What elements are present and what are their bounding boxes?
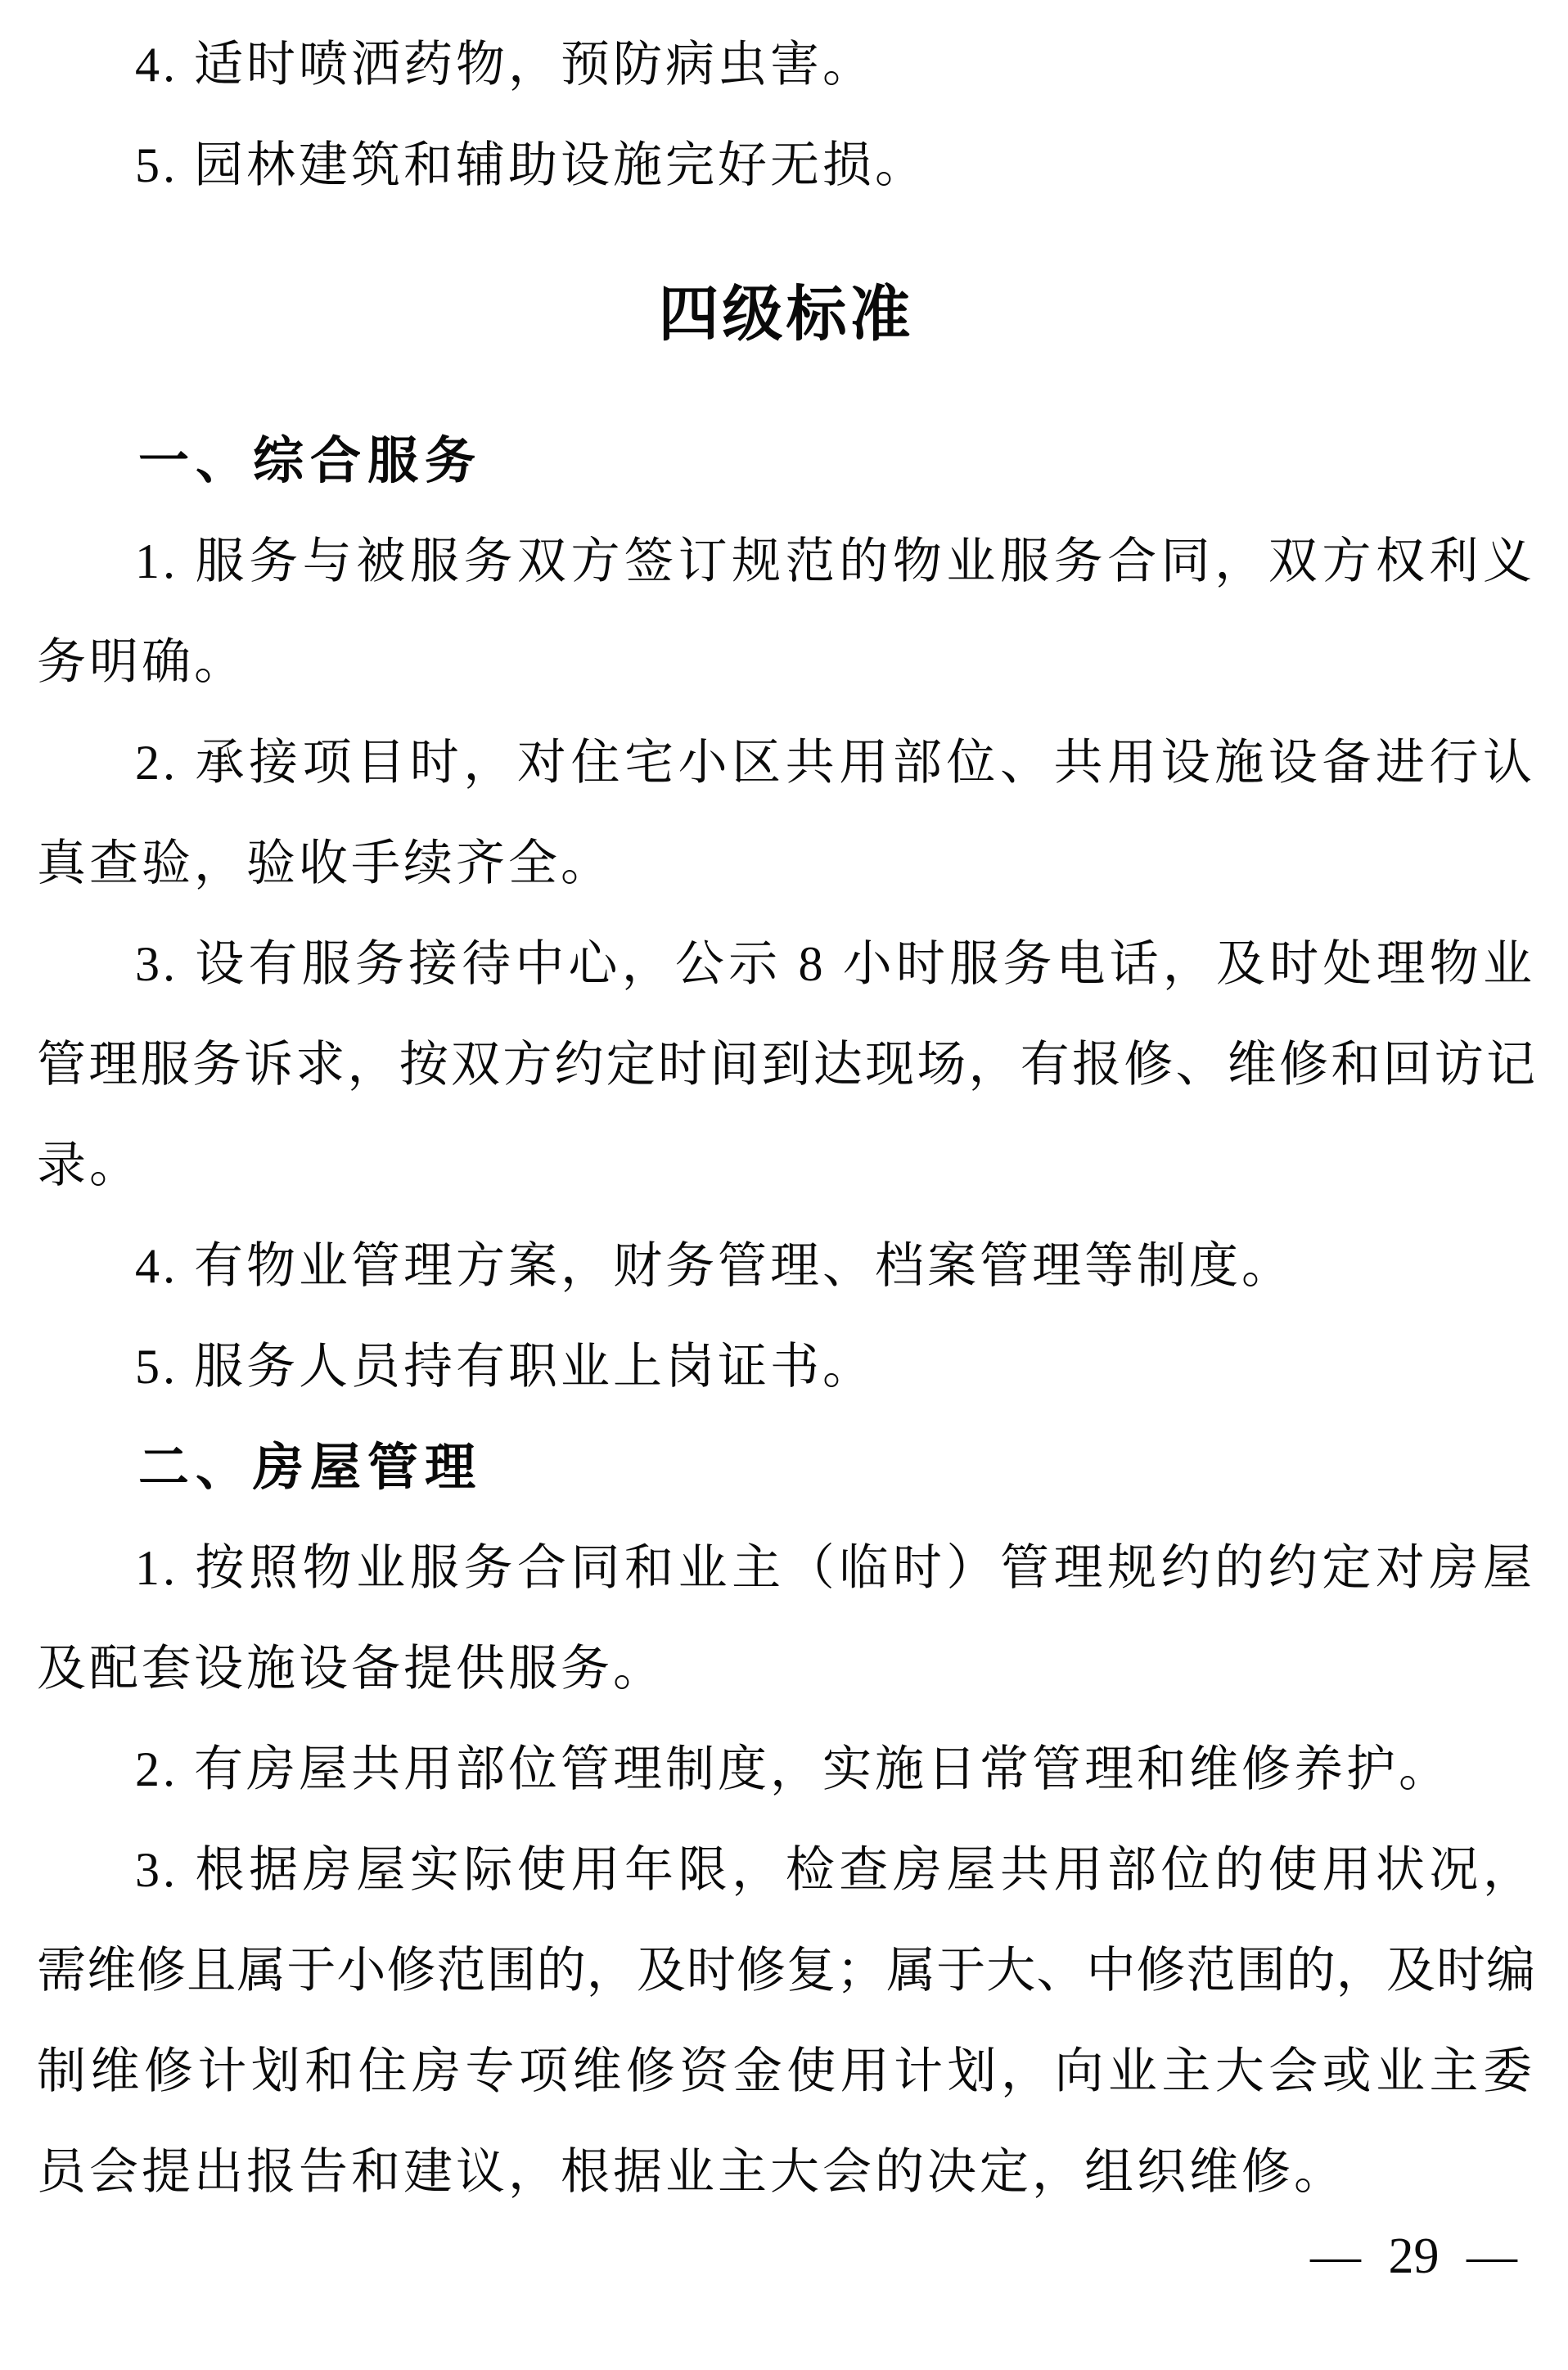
list-item-line: 4. 适时喷洒药物，预防病虫害。 [135, 38, 875, 92]
continuation-line: 制维修计划和住房专项维修资金使用计划，向业主大会或业主委 [37, 2044, 1535, 2098]
section-heading: 一、综合服务 [138, 433, 483, 489]
list-item-line: 2. 有房屋共用部位管理制度，实施日常管理和维修养护。 [135, 1742, 1451, 1796]
continuation-line: 务明确。 [37, 635, 246, 689]
list-item-line: 1. 服务与被服务双方签订规范的物业服务合同，双方权利义 [135, 534, 1535, 588]
continuation-line: 真查验，验收手续齐全。 [37, 836, 613, 890]
page-number: — 29 — [1310, 2228, 1517, 2284]
list-item-line: 5. 园林建筑和辅助设施完好无损。 [135, 138, 927, 192]
list-item-line: 2. 承接项目时，对住宅小区共用部位、共用设施设备进行认 [135, 736, 1535, 790]
continuation-line: 需维修且属于小修范围的，及时修复；属于大、中修范围的，及时编 [37, 1944, 1535, 1998]
continuation-line: 员会提出报告和建议，根据业主大会的决定，组织维修。 [37, 2145, 1346, 2199]
continuation-line: 录。 [37, 1138, 142, 1192]
continuation-line: 及配套设施设备提供服务。 [37, 1642, 665, 1696]
section-heading: 二、房屋管理 [138, 1440, 483, 1496]
list-item-line: 4. 有物业管理方案，财务管理、档案管理等制度。 [135, 1239, 1294, 1293]
page-footer [37, 2224, 1535, 2288]
list-item-line: 1. 按照物业服务合同和业主（临时）管理规约的约定对房屋 [135, 1541, 1535, 1595]
document-title: 四级标准 [658, 280, 914, 348]
continuation-line: 管理服务诉求，按双方约定时间到达现场，有报修、维修和回访记 [37, 1038, 1535, 1092]
document-lines [37, 15, 1535, 2223]
list-item-line: 3. 根据房屋实际使用年限，检查房屋共用部位的使用状况， [135, 1843, 1535, 1897]
list-item-line: 5. 服务人员持有职业上岗证书。 [135, 1340, 875, 1394]
list-item-line: 3. 设有服务接待中心，公示 8 小时服务电话，及时处理物业 [135, 937, 1535, 991]
